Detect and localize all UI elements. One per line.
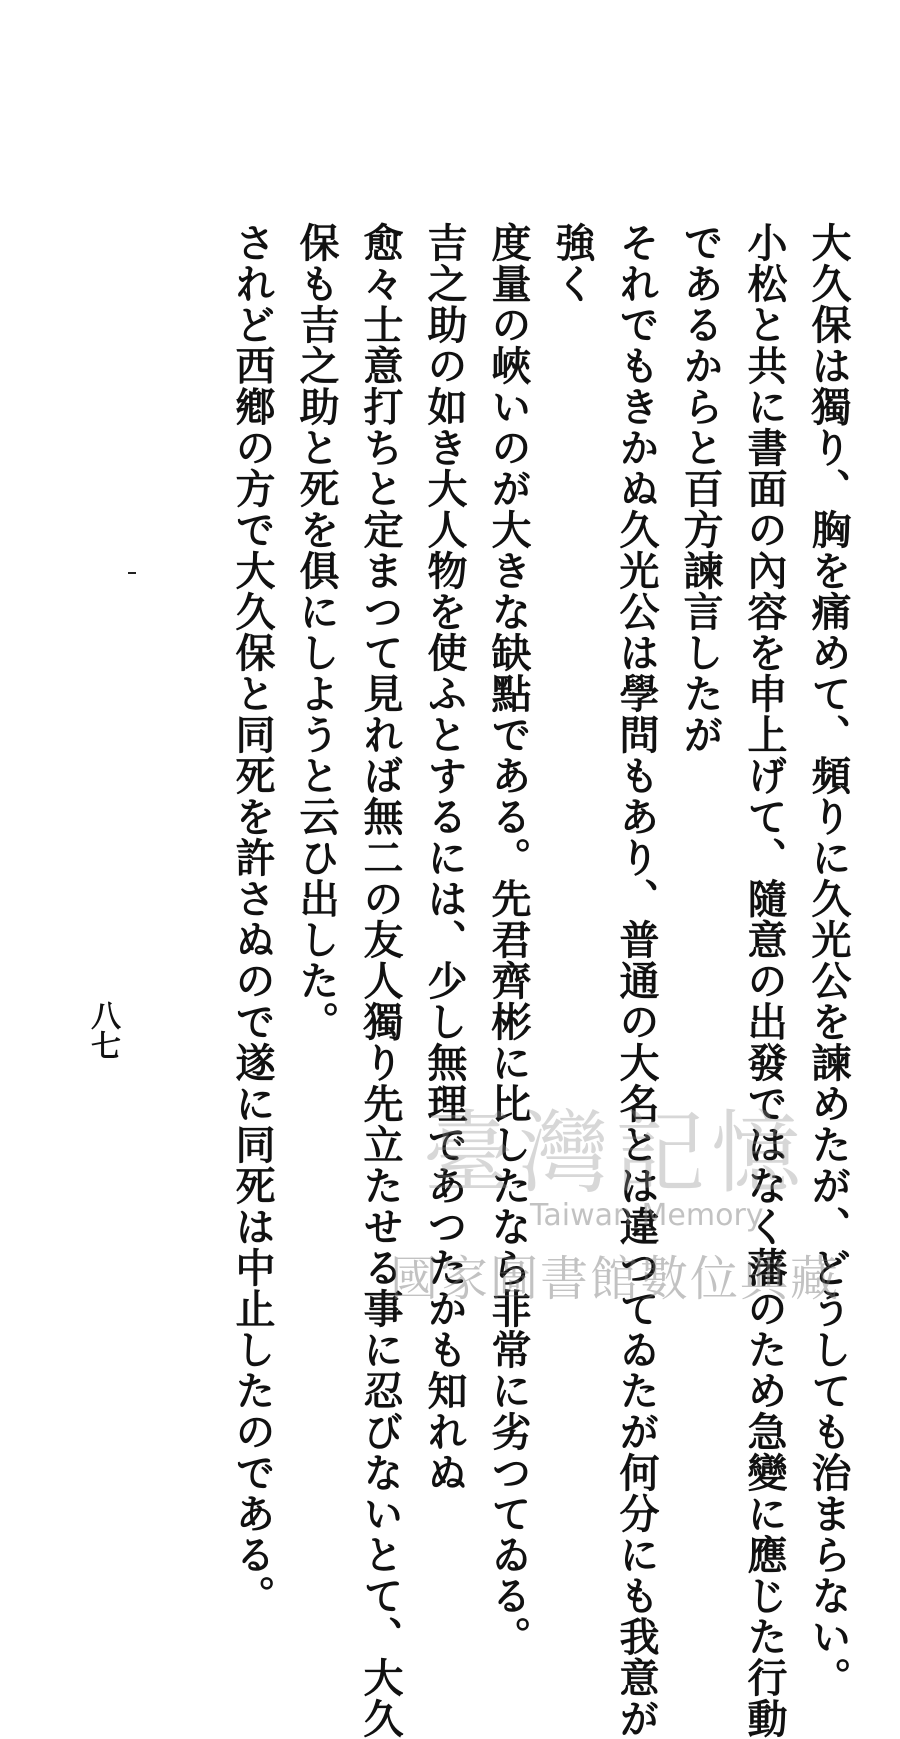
watermark-title: 臺灣記憶 [423, 1101, 807, 1206]
text-column-5: 強く [549, 222, 596, 304]
text-column-10: されど西鄕の方で大久保と同死を許さぬので遂に同死は中止したのである。 [229, 222, 276, 1616]
page-number: 八七 [85, 1000, 120, 1060]
stray-mark [128, 572, 136, 574]
text-column-8: 愈々士意打ちと定まつて見れば無二の友人獨り先立たせる事に忍びないとて、大久 [357, 222, 404, 1739]
watermark-english: Taiwan Memory [530, 1198, 764, 1233]
watermark-subtitle: 國家圖書館數位典藏 [390, 1251, 841, 1307]
text-column-3: であるからと百方諫言したが [677, 222, 724, 755]
text-column-9: 保も吉之助と死を俱にしようと云ひ出した。 [293, 222, 340, 1042]
text-column-1: 大久保は獨り、胸を痛めて、頻りに久光公を諫めたが、どうしても治まらない。 [805, 222, 852, 1698]
text-column-7: 吉之助の如き大人物を使ふとするには、少し無理であつたかも知れぬ [421, 222, 468, 1493]
text-column-2: 小松と共に書面の內容を申上げて、隨意の出發ではなく藩のため急變に應じた行動 [741, 222, 788, 1739]
text-column-6: 度量の峽いのが大きな缺點である。先君齊彬に比したなら非常に劣つてゐる。 [485, 222, 532, 1657]
text-column-4: それでもきかぬ久光公は學問もあり、普通の大名とは違つてゐたが何分にも我意が [613, 222, 660, 1739]
